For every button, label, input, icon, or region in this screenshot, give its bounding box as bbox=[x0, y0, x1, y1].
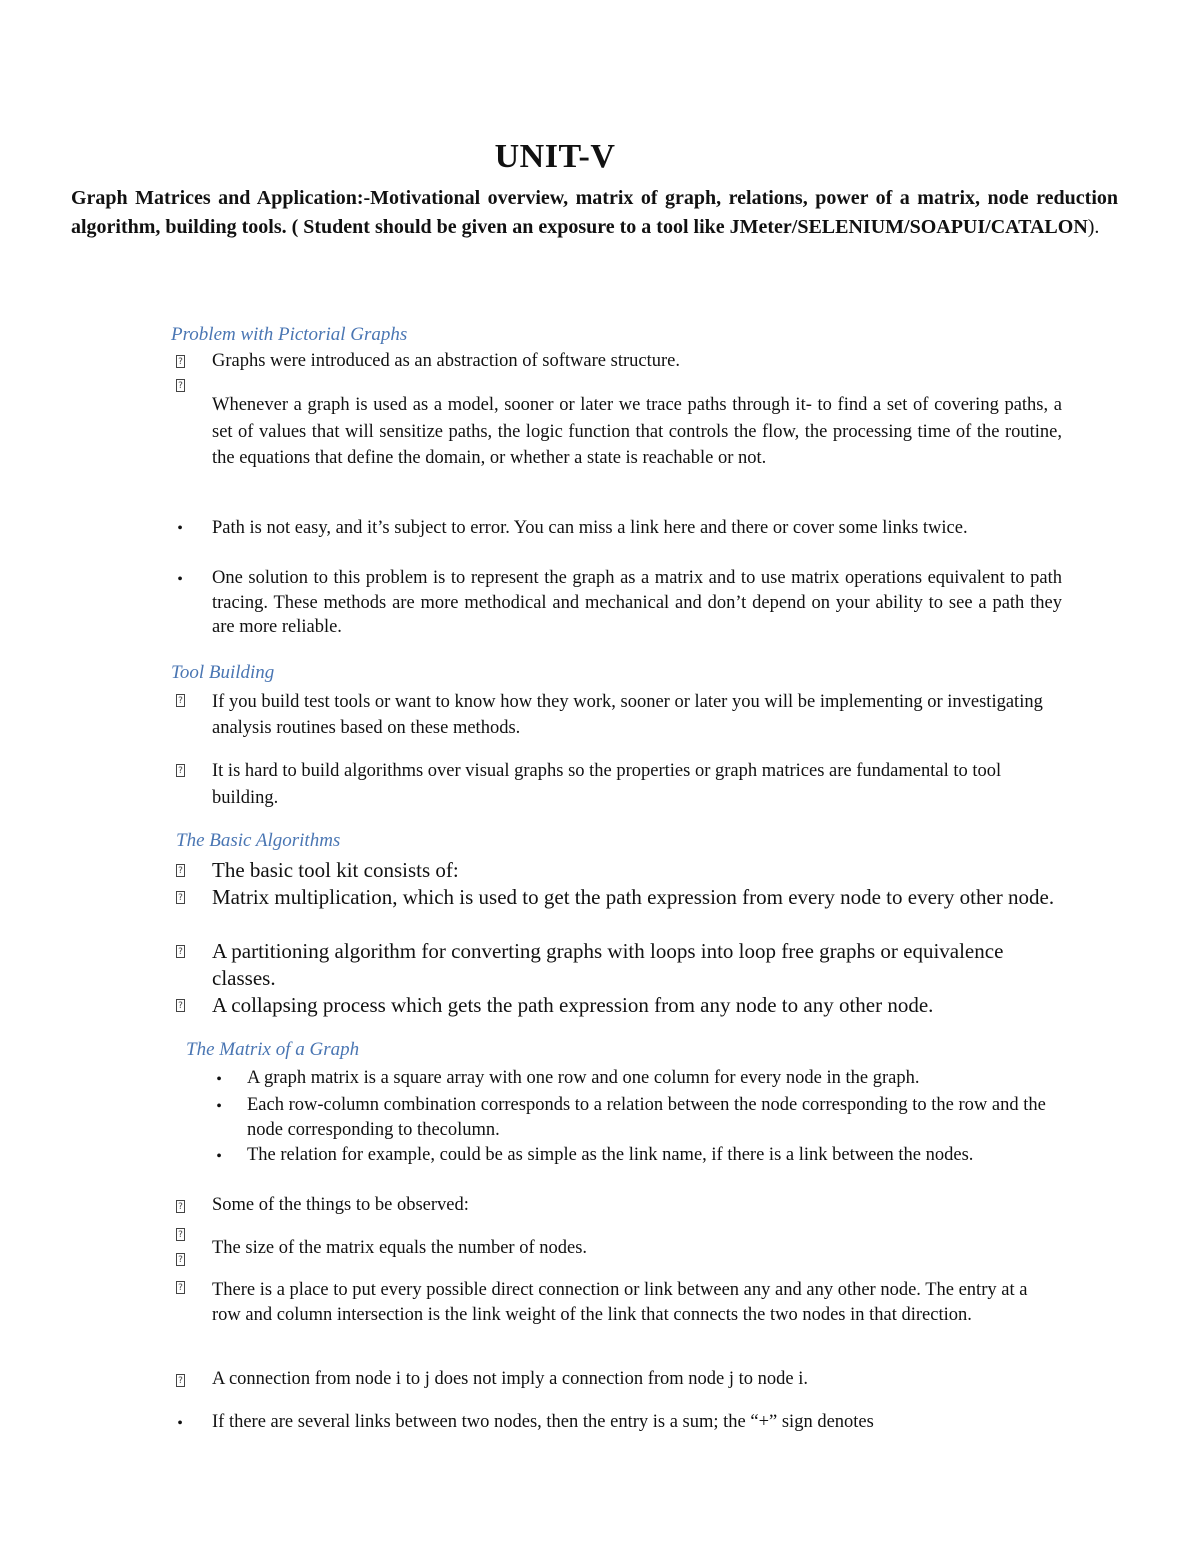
pictorial-bullet-2: One solution to this problem is to represent the graph as a matrix and to use matrix operations equivalent to path tracing. These methods are more methodical and mechanical and don’t depend on your ability to see a path they are more reliable. bbox=[212, 568, 1062, 637]
missing-glyph-icon: ? bbox=[176, 1200, 185, 1213]
missing-glyph-icon: ? bbox=[176, 379, 185, 392]
pictorial-item-2: Whenever a graph is used as a model, sooner or later we trace paths through it- to find a set of covering paths, a set of values that will sensitize paths, the logic function that controls the flow, the processing time of the routine, the equations that define the domain, or whether a state is reachable or not. bbox=[212, 395, 1062, 468]
missing-glyph-icon: ? bbox=[176, 764, 185, 777]
unit-syllabus-intro bbox=[71, 184, 1118, 242]
section-heading-pictorial-graphs: Problem with Pictorial Graphs bbox=[171, 324, 408, 345]
page-title: UNIT-V bbox=[494, 138, 616, 175]
pictorial-item-1: Graphs were introduced as an abstraction of software structure. bbox=[212, 351, 680, 371]
matrix-bullet-2: Each row-column combination corresponds to a relation between the node corresponding to the row and the node corresponding to thecolumn. bbox=[247, 1095, 1046, 1140]
matrix-bullet-3: The relation for example, could be as simple as the link name, if there is a link between the nodes. bbox=[247, 1145, 974, 1165]
matrix-item-2: The size of the matrix equals the number of nodes. bbox=[212, 1238, 588, 1258]
missing-glyph-icon: ? bbox=[176, 355, 185, 368]
bullet-dot-icon: • bbox=[177, 571, 183, 588]
missing-glyph-icon: ? bbox=[176, 864, 185, 877]
bullet-dot-icon: • bbox=[177, 520, 183, 537]
bullet-dot-icon: • bbox=[216, 1071, 222, 1088]
missing-glyph-icon: ? bbox=[176, 1228, 185, 1241]
matrix-bullet-4: If there are several links between two nodes, then the entry is a sum; the “+” sign denotes bbox=[212, 1412, 874, 1432]
section-heading-tool-building: Tool Building bbox=[171, 662, 275, 683]
basic-algorithms-item-1: The basic tool kit consists of: bbox=[212, 858, 459, 882]
tool-building-item-1: If you build test tools or want to know how they work, sooner or later you will be implementing or investigating analysis routines based on these methods. bbox=[212, 692, 1043, 738]
matrix-item-1: Some of the things to be observed: bbox=[212, 1195, 469, 1215]
basic-algorithms-item-3: A partitioning algorithm for converting graphs with loops into loop free graphs or equivalence classes. bbox=[212, 939, 1004, 990]
missing-glyph-icon: ? bbox=[176, 694, 185, 707]
basic-algorithms-item-4: A collapsing process which gets the path expression from any node to any other node. bbox=[212, 993, 934, 1017]
missing-glyph-icon: ? bbox=[176, 999, 185, 1012]
missing-glyph-icon: ? bbox=[176, 945, 185, 958]
section-heading-basic-algorithms: The Basic Algorithms bbox=[176, 830, 341, 851]
matrix-item-4: A connection from node i to j does not imply a connection from node j to node i. bbox=[212, 1369, 808, 1389]
pictorial-bullet-1: Path is not easy, and it’s subject to error. You can miss a link here and there or cover some links twice. bbox=[212, 518, 968, 538]
section-heading-matrix-of-graph: The Matrix of a Graph bbox=[186, 1039, 360, 1060]
bullet-dot-icon: • bbox=[216, 1098, 222, 1115]
bullet-dot-icon: • bbox=[216, 1148, 222, 1165]
missing-glyph-icon: ? bbox=[176, 891, 185, 904]
tool-building-item-2: It is hard to build algorithms over visual graphs so the properties or graph matrices are fundamental to tool building. bbox=[212, 761, 1002, 808]
missing-glyph-icon: ? bbox=[176, 1253, 185, 1266]
matrix-item-3: There is a place to put every possible direct connection or link between any and any other node. The entry at a row and column intersection is the link weight of the link that connects the two nodes in that direction. bbox=[212, 1280, 1028, 1325]
intro-tail: ). bbox=[1087, 216, 1100, 238]
matrix-bullet-1: A graph matrix is a square array with one row and one column for every node in the graph. bbox=[247, 1068, 920, 1088]
bullet-dot-icon: • bbox=[177, 1415, 183, 1432]
missing-glyph-icon: ? bbox=[176, 1374, 185, 1387]
missing-glyph-icon: ? bbox=[176, 1281, 185, 1294]
basic-algorithms-item-2: Matrix multiplication, which is used to get the path expression from every node to every other node. bbox=[212, 885, 1055, 909]
intro-bold-text: Graph Matrices and Application:-Motivational overview, matrix of graph, relations, power of a matrix, node reduction algorithm, building tools. ( Student should be given an exposure to a tool like JMeter/SELENIUM/SOAPUI/CATALON bbox=[71, 187, 1118, 238]
